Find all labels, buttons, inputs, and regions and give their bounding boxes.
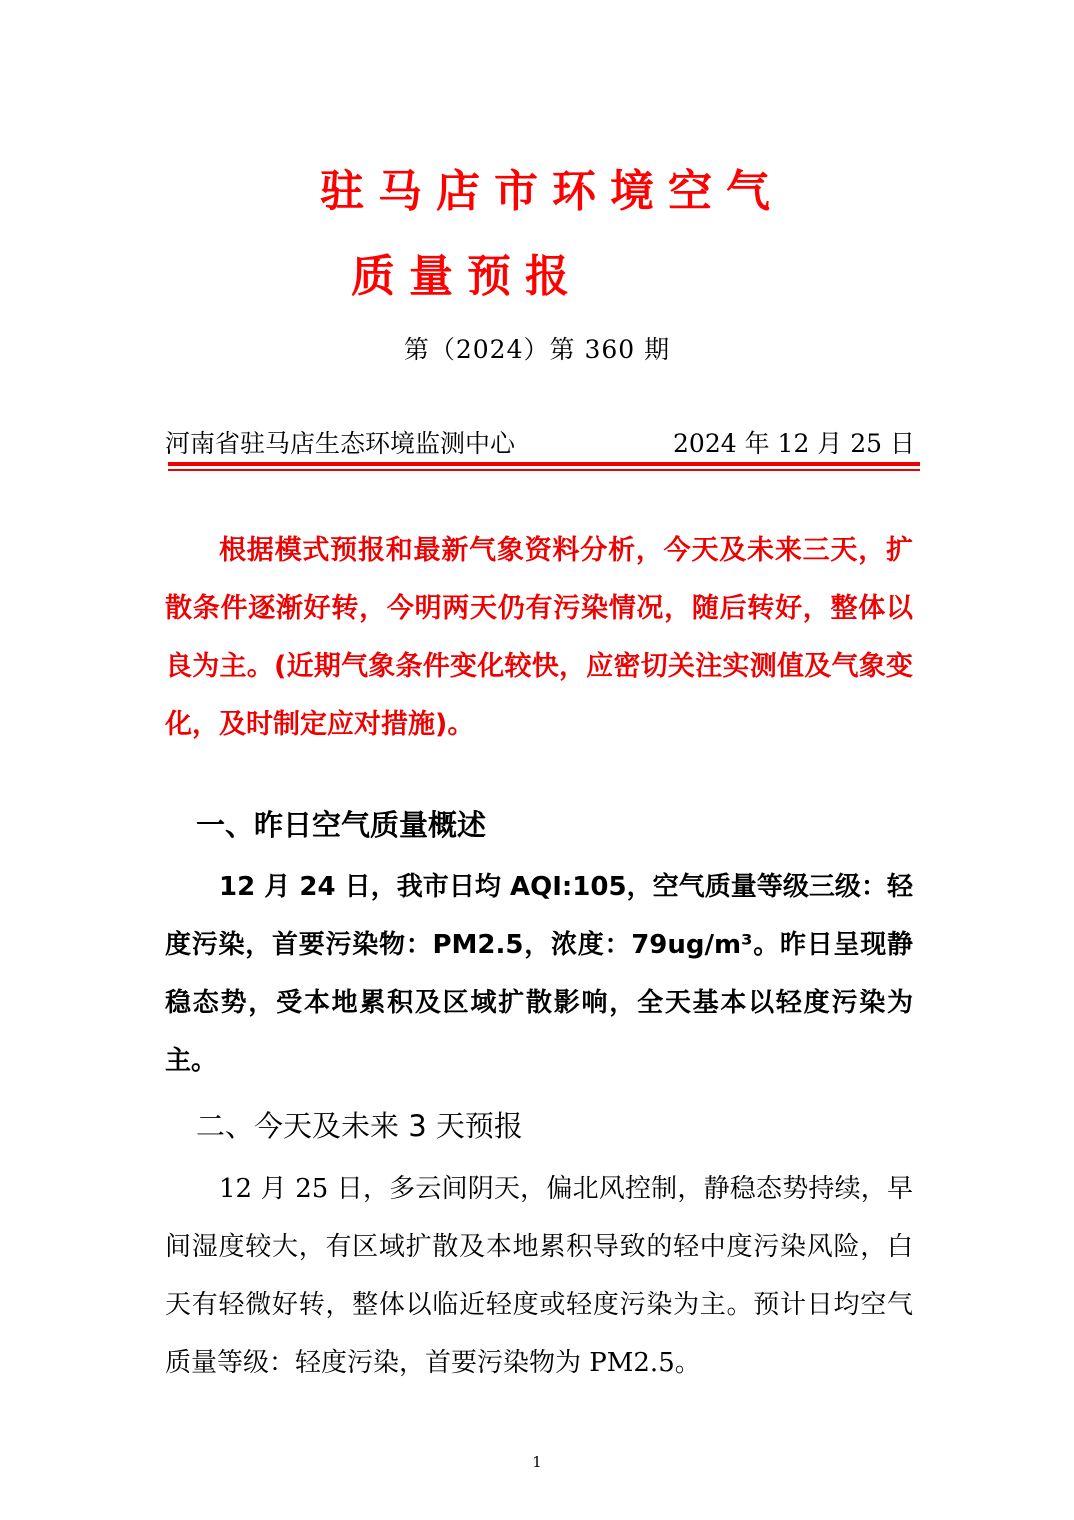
document-title-line-2: 质量预报 [351,251,583,302]
issue-number: 第（2024）第 360 期 [403,335,671,364]
section-body-forecast: 12 月 25 日，多云间阴天，偏北风控制，静稳态势持续，早间湿度较大，有区域扩散及本地累积导致的轻中度污染风险，白天有轻微好转，整体以临近轻度或轻度污染为主。预计日均空气质量等级：轻度污染，首要污染物为 PM2.5。 [165,1174,913,1378]
issuer-line [165,424,915,460]
header-divider-thick [168,462,920,466]
forecast-summary: 根据模式预报和最新气象资料分析，今天及未来三天，扩散条件逐渐好转，今明两天仍有污染情况，随后转好，整体以良为主。(近期气象条件变化较快，应密切关注实测值及气象变化，及时制定应对措施)。 [165,535,913,740]
section-heading-forecast: 二、今天及未来 3 天预报 [196,1109,523,1143]
document-title-line-1: 驻马店市环境空气 [320,166,784,217]
header-divider-thin [168,469,920,471]
issue-date: 2024 年 12 月 25 日 [673,429,915,458]
section-body-yesterday: 12 月 24 日，我市日均 AQI:105，空气质量等级三级：轻度污染，首要污染物：PM2.5，浓度：79ug/m³。昨日呈现静稳态势，受本地累积及区域扩散影响，全天基本以轻度污染为主。 [165,872,913,1076]
section-heading-yesterday: 一、昨日空气质量概述 [196,808,487,842]
page-number: 1 [532,1453,542,1471]
issuing-organization: 河南省驻马店生态环境监测中心 [165,429,516,458]
